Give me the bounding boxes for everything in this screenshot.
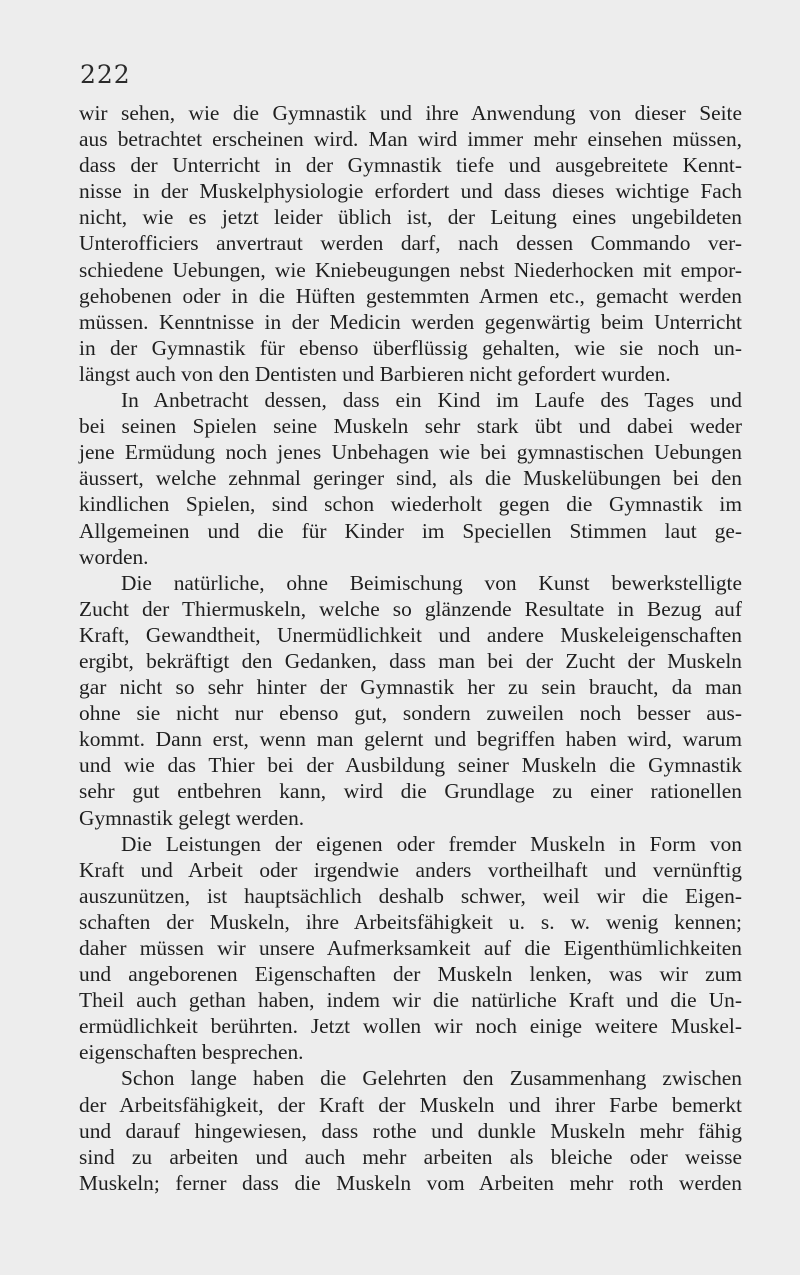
text-line: Unterofficiers anvertraut werden darf, nach dessen Commando ver- xyxy=(79,231,742,256)
text-line: nicht, wie es jetzt leider üblich ist, der Leitung eines ungebildeten xyxy=(79,205,742,230)
page-number: 222 xyxy=(80,60,131,89)
paragraph xyxy=(79,570,742,831)
text-line: bei seinen Spielen seine Muskeln sehr stark übt und dabei weder xyxy=(79,414,742,439)
text-line: in der Gymnastik für ebenso überflüssig gehalten, wie sie noch un- xyxy=(79,335,742,360)
text-line: wir sehen, wie die Gymnastik und ihre Anwendung von dieser Seite xyxy=(79,101,742,125)
text-line: auszunützen, ist hauptsächlich deshalb schwer, weil wir die Eigen- xyxy=(79,883,742,908)
text-line: müssen. Kenntnisse in der Medicin werden gegenwärtig beim Unterricht xyxy=(79,309,742,334)
text-line: In Anbetracht dessen, dass ein Kind im Laufe des Tages und xyxy=(121,388,742,413)
text-line: Muskeln; ferner dass die Muskeln vom Arbeiten mehr roth werden xyxy=(79,1170,742,1195)
paragraph xyxy=(79,100,742,387)
text-line: jene Ermüdung noch jenes Unbehagen wie bei gymnastischen Uebungen xyxy=(79,440,742,465)
text-line: gehobenen oder in die Hüften gestemmten Armen etc., gemacht werden xyxy=(79,283,742,308)
text-line: Schon lange haben die Gelehrten den Zusammenhang zwischen xyxy=(121,1066,742,1091)
text-line: aus betrachtet erscheinen wird. Man wird immer mehr einsehen müssen, xyxy=(79,127,742,152)
text-line: Zucht der Thiermuskeln, welche so glänzende Resultate in Bezug auf xyxy=(79,596,742,621)
text-line: worden. xyxy=(79,544,149,569)
text-line: eigenschaften besprechen. xyxy=(79,1040,304,1065)
text-line: ermüdlichkeit berührten. Jetzt wollen wir noch einige weitere Muskel- xyxy=(79,1014,742,1039)
text-line: der Arbeitsfähigkeit, der Kraft der Muskeln und ihrer Farbe bemerkt xyxy=(79,1092,742,1117)
text-line: Gymnastik gelegt werden. xyxy=(79,805,305,830)
text-line: schaften der Muskeln, ihre Arbeitsfähigkeit u. s. w. wenig kennen; xyxy=(79,909,742,934)
text-line: und angeborenen Eigenschaften der Muskeln lenken, was wir zum xyxy=(79,962,742,987)
text-line: und wie das Thier bei der Ausbildung seiner Muskeln die Gymnastik xyxy=(79,753,742,778)
text-line: Kraft, Gewandtheit, Unermüdlichkeit und andere Muskeleigenschaften xyxy=(79,622,742,647)
text-line: ohne sie nicht nur ebenso gut, sondern zuweilen noch besser aus- xyxy=(79,701,742,726)
text-line: Theil auch gethan haben, indem wir die natürliche Kraft und die Un- xyxy=(79,988,742,1013)
paragraph xyxy=(79,831,742,1066)
body-text xyxy=(79,100,742,1196)
text-line: kommt. Dann erst, wenn man gelernt und begriffen haben wird, warum xyxy=(79,727,742,752)
text-line: und darauf hingewiesen, dass rothe und dunkle Muskeln mehr fähig xyxy=(79,1118,742,1143)
text-line: ergibt, bekräftigt den Gedanken, dass man bei der Zucht der Muskeln xyxy=(79,648,742,673)
paragraph xyxy=(79,387,742,570)
text-line: dass der Unterricht in der Gymnastik tiefe und ausgebreitete Kennt- xyxy=(79,153,742,178)
text-line: sind zu arbeiten und auch mehr arbeiten als bleiche oder weisse xyxy=(79,1144,742,1169)
text-line: Die Leistungen der eigenen oder fremder Muskeln in Form von xyxy=(121,831,742,856)
text-line: sehr gut entbehren kann, wird die Grundlage zu einer rationellen xyxy=(79,779,742,804)
text-line: gar nicht so sehr hinter der Gymnastik her zu sein braucht, da man xyxy=(79,675,742,700)
text-line: nisse in der Muskelphysiologie erfordert und dass dieses wichtige Fach xyxy=(79,179,742,204)
paragraph xyxy=(79,1065,742,1195)
text-line: Die natürliche, ohne Beimischung von Kunst bewerkstelligte xyxy=(121,570,742,595)
text-line: Kraft und Arbeit oder irgendwie anders vortheilhaft und vernünftig xyxy=(79,857,742,882)
text-line: daher müssen wir unsere Aufmerksamkeit auf die Eigenthümlichkeiten xyxy=(79,936,742,960)
text-line: kindlichen Spielen, sind schon wiederholt gegen die Gymnastik im xyxy=(79,492,742,517)
text-line: längst auch von den Dentisten und Barbieren nicht gefordert wurden. xyxy=(79,361,671,386)
text-line: schiedene Uebungen, wie Kniebeugungen nebst Niederhocken mit empor- xyxy=(79,257,742,282)
text-line: Allgemeinen und die für Kinder im Speciellen Stimmen laut ge- xyxy=(79,518,742,543)
text-line: äussert, welche zehnmal geringer sind, als die Muskelübungen bei den xyxy=(79,466,742,491)
